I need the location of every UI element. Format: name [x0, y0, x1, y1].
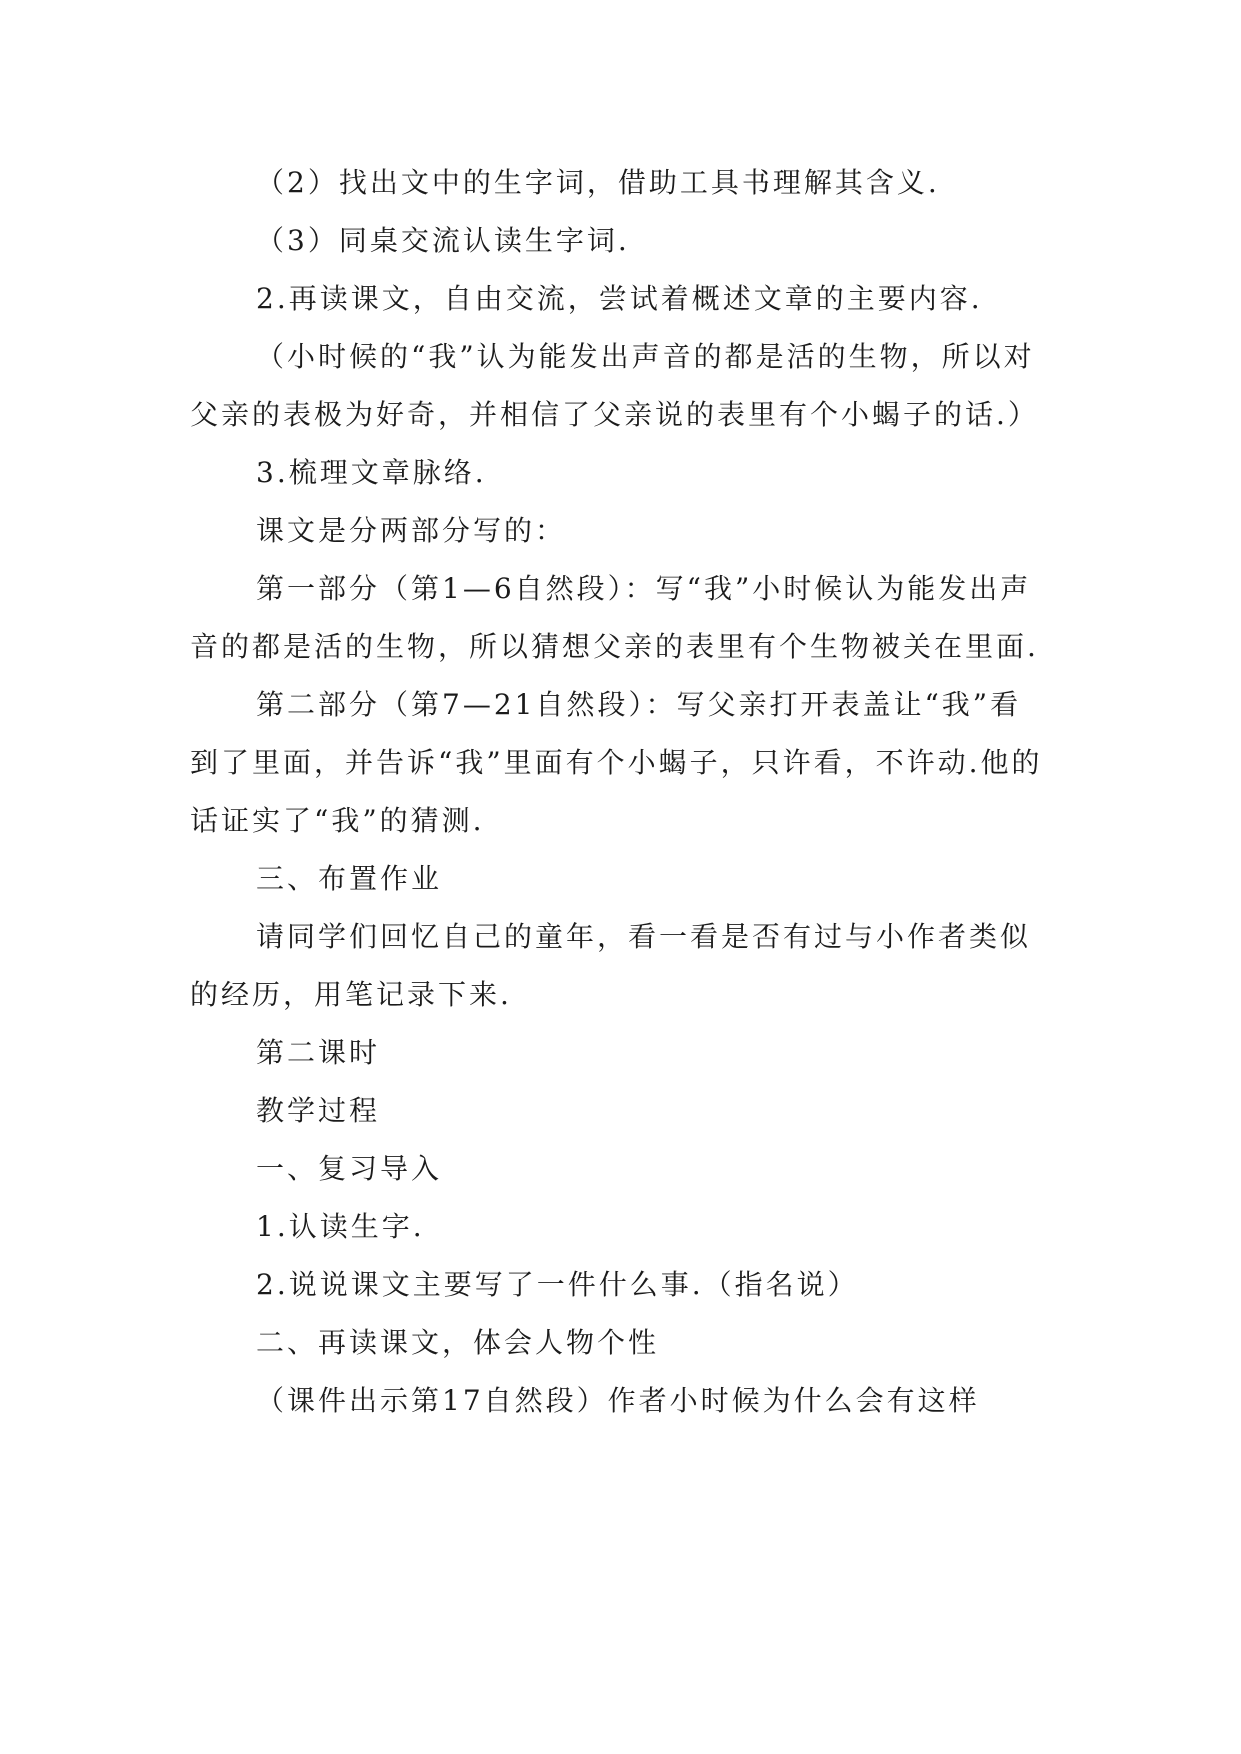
paragraph: 课文是分两部分写的： — [256, 514, 567, 547]
paragraph: （小时候的“我”认为能发出声音的都是活的生物，所以对父亲的表极为好奇，并相信了父亲说的表里有个小蝎子的话.） — [190, 340, 1039, 431]
paragraph: 请同学们回忆自己的童年，看一看是否有过与小作者类似的经历，用笔记录下来. — [190, 920, 1032, 1011]
paragraph: （3）同桌交流认读生字词. — [256, 224, 630, 257]
section-heading: 教学过程 — [256, 1094, 381, 1127]
paragraph: 2.说说课文主要写了一件什么事.（指名说） — [256, 1268, 859, 1301]
paragraph: 2.再读课文，自由交流，尝试着概述文章的主要内容. — [256, 282, 983, 315]
section-heading: 二、再读课文，体会人物个性 — [256, 1326, 660, 1359]
paragraph: 第一部分（第1—6自然段）：写“我”小时候认为能发出声音的都是活的生物，所以猜想父亲的表里有个生物被关在里面. — [190, 572, 1039, 663]
paragraph: （课件出示第17自然段）作者小时候为什么会有这样 — [256, 1384, 980, 1417]
section-heading: 一、复习导入 — [256, 1152, 443, 1185]
paragraph: （2）找出文中的生字词，借助工具书理解其含义. — [256, 166, 940, 199]
document-body — [190, 154, 1052, 1430]
section-heading: 第二课时 — [256, 1036, 381, 1069]
paragraph: 3.梳理文章脉络. — [256, 456, 487, 489]
paragraph: 第二部分（第7—21自然段）：写父亲打开表盖让“我”看到了里面，并告诉“我”里面有个小蝎子，只许看，不许动.他的话证实了“我”的猜测. — [190, 688, 1043, 837]
paragraph: 1.认读生字. — [256, 1210, 425, 1243]
section-heading: 三、布置作业 — [256, 862, 443, 895]
